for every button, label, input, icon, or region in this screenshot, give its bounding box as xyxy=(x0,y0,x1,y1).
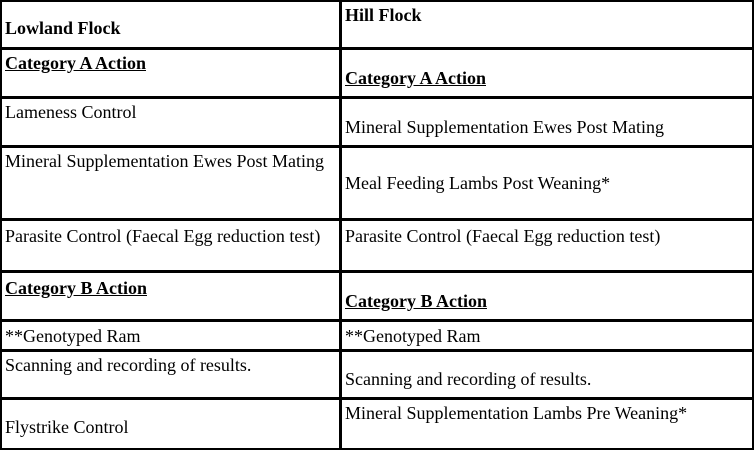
hill-category-b-text: Category B Action xyxy=(345,291,487,311)
hill-parasite-control xyxy=(342,221,752,270)
lowland-row-8-text: Flystrike Control xyxy=(5,417,129,437)
header-hill-flock xyxy=(342,2,752,47)
hill-row-8-text: Mineral Supplementation Lambs Pre Weaning* xyxy=(345,403,688,423)
lowland-category-b xyxy=(2,273,339,319)
hill-mineral-lambs xyxy=(342,400,752,448)
lowland-mineral-ewes xyxy=(2,148,339,218)
lowland-genotyped-ram xyxy=(2,322,339,349)
lowland-lameness-control xyxy=(2,99,339,145)
hill-category-b xyxy=(342,273,752,319)
hill-row-6-text: **Genotyped Ram xyxy=(345,325,481,346)
lowland-row-7-text: Scanning and recording of results. xyxy=(5,355,252,375)
hill-row-2-text: Mineral Supplementation Ewes Post Mating xyxy=(345,117,664,137)
lowland-row-2-text: Lameness Control xyxy=(5,102,137,122)
hill-category-a-text: Category A Action xyxy=(345,68,486,88)
lowland-flystrike-control xyxy=(2,400,339,448)
lowland-row-3-text: Mineral Supplementation Ewes Post Mating xyxy=(5,151,324,171)
lowland-category-b-text: Category B Action xyxy=(5,278,147,298)
hill-genotyped-ram xyxy=(342,322,752,349)
hill-row-3-text: Meal Feeding Lambs Post Weaning* xyxy=(345,173,611,193)
header-lowland-flock xyxy=(2,2,339,47)
header-lowland-flock-text: Lowland Flock xyxy=(5,18,121,38)
lowland-row-6-text: **Genotyped Ram xyxy=(5,325,141,346)
lowland-row-4-text: Parasite Control (Faecal Egg reduction test) xyxy=(5,226,321,246)
hill-meal-feeding xyxy=(342,148,752,218)
lowland-scanning xyxy=(2,352,339,397)
lowland-category-a xyxy=(2,50,339,96)
lowland-category-a-text: Category A Action xyxy=(5,53,146,73)
lowland-parasite-control xyxy=(2,221,339,270)
hill-row-7-text: Scanning and recording of results. xyxy=(345,369,592,389)
hill-category-a xyxy=(342,50,752,96)
header-hill-flock-text: Hill Flock xyxy=(345,5,422,25)
hill-row-4-text: Parasite Control (Faecal Egg reduction test) xyxy=(345,226,661,246)
hill-scanning xyxy=(342,352,752,397)
hill-mineral-ewes xyxy=(342,99,752,145)
